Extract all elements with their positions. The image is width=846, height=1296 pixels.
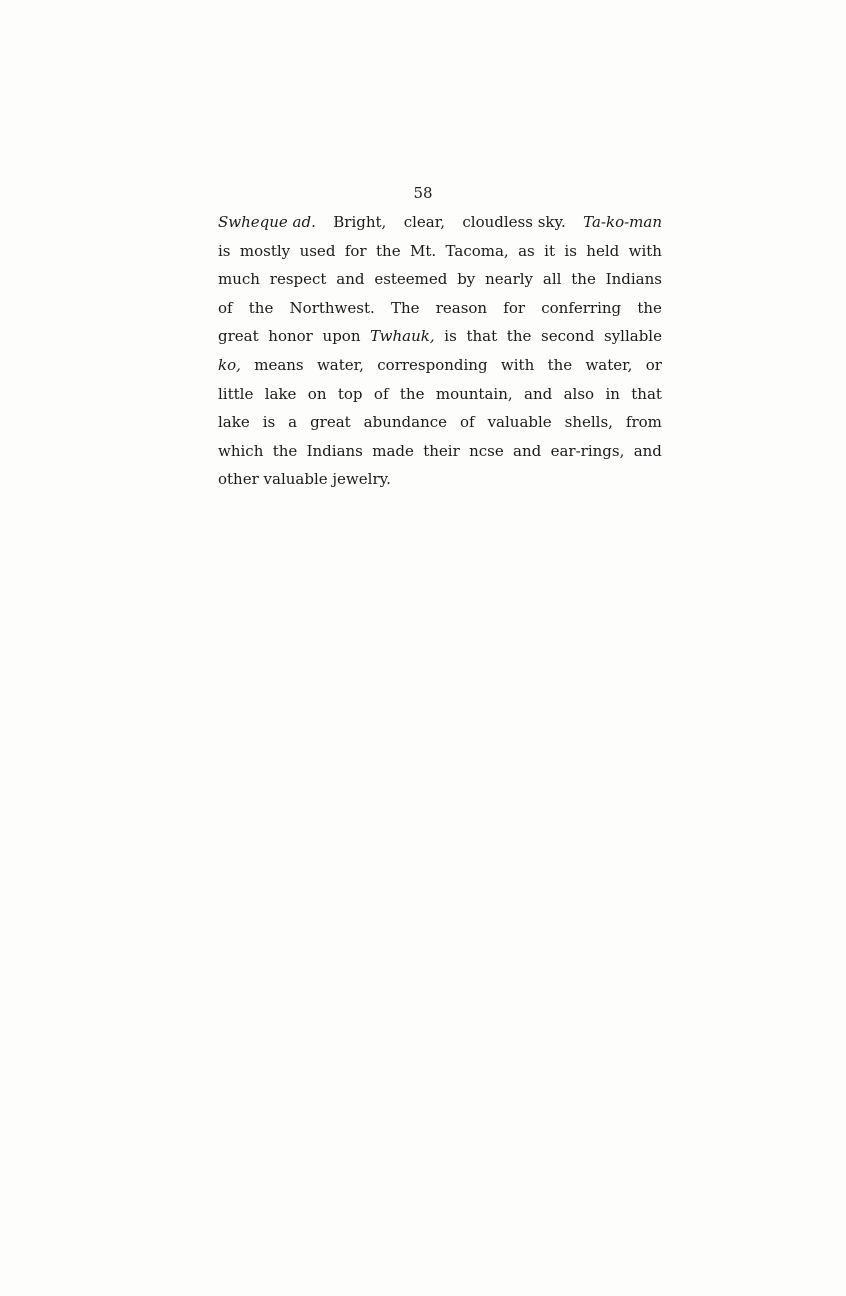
word: it [544, 241, 555, 260]
text-line [218, 294, 662, 323]
word: water, [316, 355, 364, 374]
word: that [466, 327, 498, 346]
word: a [288, 413, 298, 432]
word: conferring [541, 298, 622, 317]
word: little [218, 384, 254, 403]
italic-term: Twhauk, [370, 327, 435, 346]
page-number: 58 [413, 184, 433, 202]
word: and [524, 384, 553, 403]
text-line [218, 208, 662, 237]
word: with [628, 241, 662, 260]
word: which [218, 441, 264, 460]
word: that [631, 384, 662, 403]
word: used [299, 241, 336, 260]
italic-term: ko, [218, 355, 241, 374]
word: means [254, 355, 304, 374]
word: is [564, 241, 577, 260]
word: and [513, 441, 542, 460]
text-line [218, 437, 662, 466]
word: corresponding [377, 355, 488, 374]
word: water, [585, 355, 633, 374]
word: great [218, 327, 259, 346]
word: and [336, 270, 365, 289]
word: in [605, 384, 620, 403]
word: ear-rings, [550, 441, 625, 460]
word: much [218, 270, 260, 289]
word: the [272, 441, 298, 460]
word: the [248, 298, 274, 317]
word: their [423, 441, 460, 460]
word: esteemed [374, 270, 448, 289]
word: from [625, 413, 662, 432]
word: the [376, 241, 401, 260]
word: with [500, 355, 535, 374]
word: is [262, 413, 276, 432]
text-line [218, 322, 662, 351]
word: of [218, 298, 233, 317]
italic-term: Ta-ko-man [583, 213, 662, 231]
text-line [218, 237, 662, 266]
word: honor [268, 327, 313, 346]
word: nearly [485, 270, 534, 289]
word: made [372, 441, 414, 460]
word: the [571, 270, 596, 289]
word: on [307, 384, 327, 403]
word: Tacoma, [445, 241, 509, 260]
word: held [586, 241, 620, 260]
word: is [444, 327, 457, 346]
word: by [457, 270, 476, 289]
word: Northwest. [289, 298, 375, 317]
italic-term: Swheque ad. [218, 213, 316, 231]
word: Indians [605, 270, 662, 289]
word: lake [264, 384, 297, 403]
word: the [399, 384, 425, 403]
word: cloudless sky. [462, 213, 566, 231]
text-line [218, 408, 662, 437]
word: respect [269, 270, 327, 289]
word: or [645, 355, 662, 374]
word: Bright, [333, 213, 387, 231]
word: shells, [564, 413, 613, 432]
word: and [633, 441, 662, 460]
word: Indians [306, 441, 363, 460]
word: for [503, 298, 526, 317]
word: all [542, 270, 562, 289]
word: second [541, 327, 595, 346]
word: ncse [469, 441, 504, 460]
word: Mt. [409, 241, 437, 260]
word: lake [218, 413, 250, 432]
word: other valuable jewelry. [218, 470, 391, 489]
word: the [637, 298, 662, 317]
word: the [547, 355, 573, 374]
word: abundance [363, 413, 448, 432]
word: top [337, 384, 363, 403]
word: clear, [403, 213, 445, 231]
word: the [506, 327, 532, 346]
text-line [218, 380, 662, 409]
word: as [518, 241, 535, 260]
word: of [373, 384, 389, 403]
word: The [390, 298, 420, 317]
word: is [218, 241, 231, 260]
text-line [218, 351, 662, 380]
word: mountain, [435, 384, 513, 403]
word: great [310, 413, 351, 432]
text-line [218, 265, 662, 294]
word: valuable [487, 413, 552, 432]
word: of [460, 413, 475, 432]
text-line [218, 465, 662, 494]
word: syllable [604, 327, 662, 346]
word: upon [322, 327, 361, 346]
body-paragraph [218, 208, 662, 494]
word: mostly [239, 241, 291, 260]
word: for [344, 241, 367, 260]
word: also [563, 384, 595, 403]
word: reason [435, 298, 488, 317]
